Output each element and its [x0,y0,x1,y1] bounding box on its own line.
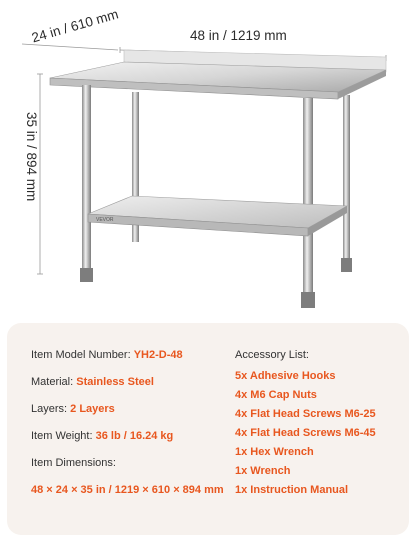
material-value: Stainless Steel [76,376,154,388]
spec-card [7,323,409,535]
height-dimension: 35 in / 894 mm [24,112,39,202]
weight-value: 36 lb / 16.24 kg [95,430,174,442]
layers-row: Layers: 2 Layers [31,403,115,415]
accessory-item: 5x Adhesive Hooks [235,370,336,382]
front-right-leg [303,98,313,298]
accessory-label: Accessory List: [235,349,309,361]
width-dimension: 48 in / 1219 mm [190,28,287,43]
dimensions-label: Item Dimensions: [31,457,116,469]
accessory-item: 1x Wrench [235,465,291,477]
accessory-item: 4x Flat Head Screws M6-45 [235,427,376,439]
weight-row: Item Weight: 36 lb / 16.24 kg [31,430,174,442]
accessory-item: 1x Hex Wrench [235,446,314,458]
accessory-item: 1x Instruction Manual [235,484,349,496]
depth-dimension: 24 in / 610 mm [30,6,120,46]
back-right-leg [343,95,350,267]
model-value: YH2-D-48 [133,349,183,361]
layers-value: 2 Layers [70,403,115,415]
front-left-leg [82,85,91,275]
dimensions-value: 48 × 24 × 35 in / 1219 × 610 × 894 mm [31,484,224,496]
brand-logo: VEVOR [96,217,114,223]
accessory-item: 4x M6 Cap Nuts [235,389,317,401]
material-row: Material: Stainless Steel [31,376,154,388]
model-row: Item Model Number: YH2-D-48 [31,349,183,361]
accessory-item: 4x Flat Head Screws M6-25 [235,408,376,420]
